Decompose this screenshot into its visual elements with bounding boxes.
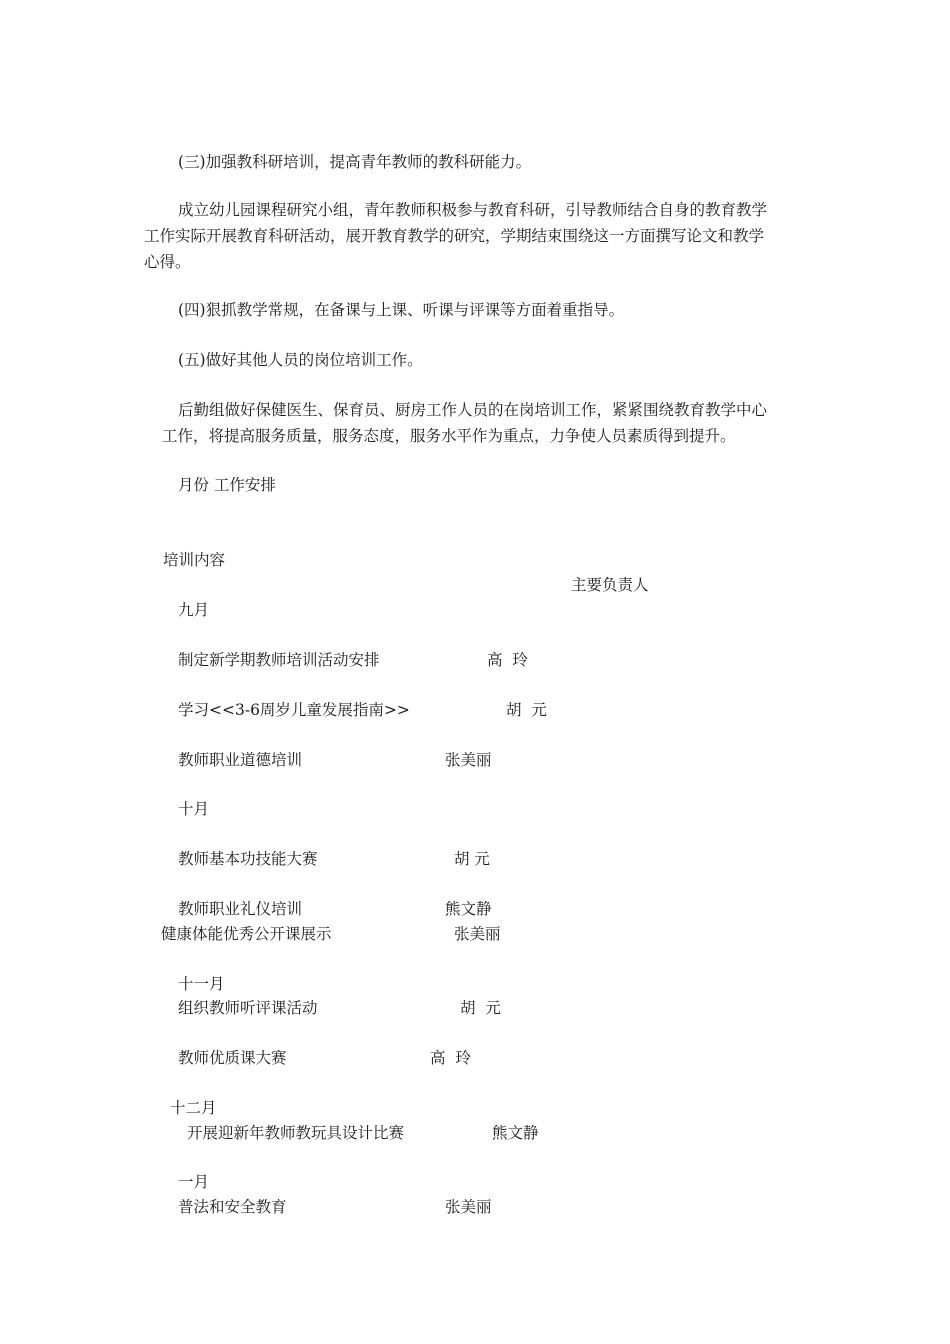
month-label: 九月 xyxy=(178,601,210,619)
row-content: 教师职业礼仪培训 xyxy=(178,900,303,918)
schedule-header-month: 月份 工作安排 xyxy=(178,476,276,494)
row-person: 张美丽 xyxy=(454,925,501,943)
row-content: 教师职业道德培训 xyxy=(178,751,303,769)
row-content: 普法和安全教育 xyxy=(178,1198,287,1216)
row-content: 教师基本功技能大赛 xyxy=(178,850,318,868)
row-person: 胡 元 xyxy=(460,999,501,1017)
row-content: 教师优质课大赛 xyxy=(178,1049,287,1067)
section-3-body xyxy=(144,197,767,275)
month-label: 一月 xyxy=(178,1173,210,1191)
section-5-body-line: 后勤组做好保健医生、保育员、厨房工作人员的在岗培训工作，紧紧围绕教育教学中心 xyxy=(178,401,768,419)
row-person: 胡 元 xyxy=(454,850,490,868)
section-5-body-line: 工作，将提高服务质量，服务态度，服务水平作为重点，力争使人员素质得到提升。 xyxy=(162,427,736,445)
row-content: 开展迎新年教师教玩具设计比赛 xyxy=(187,1124,405,1142)
row-content: 组织教师听评课活动 xyxy=(178,999,318,1017)
section-3-heading: (三)加强教科研培训，提高青年教师的教科研能力。 xyxy=(178,153,532,171)
row-content: 健康体能优秀公开课展示 xyxy=(161,925,332,943)
row-content: 制定新学期教师培训活动安排 xyxy=(178,651,380,669)
row-person: 张美丽 xyxy=(445,1198,492,1216)
row-person: 高 玲 xyxy=(487,651,528,669)
row-person: 胡 元 xyxy=(506,701,547,719)
month-label: 十一月 xyxy=(178,975,225,993)
section-3-body-line: 工作实际开展教育科研活动，展开教育教学的研究，学期结束围绕这一方面撰写论文和教学 xyxy=(144,227,765,245)
row-person: 熊文静 xyxy=(492,1124,539,1142)
row-person: 高 玲 xyxy=(430,1049,471,1067)
month-label: 十二月 xyxy=(170,1099,217,1117)
section-3-body-line: 成立幼儿园课程研究小组，青年教师积极参与教育科研，引导教师结合自身的教育教学 xyxy=(178,201,768,219)
row-person: 熊文静 xyxy=(445,900,492,918)
month-label: 十月 xyxy=(178,800,210,818)
schedule-header-person: 主要负责人 xyxy=(571,576,649,594)
section-5-heading: (五)做好其他人员的岗位培训工作。 xyxy=(178,351,423,369)
section-5-body xyxy=(162,397,767,449)
section-4-heading: (四)狠抓教学常规，在备课与上课、听课与评课等方面着重指导。 xyxy=(178,301,625,319)
row-person: 张美丽 xyxy=(445,751,492,769)
row-content: 学习<<3-6周岁儿童发展指南>> xyxy=(178,701,410,719)
section-3-body-line: 心得。 xyxy=(144,253,191,271)
schedule-header-content: 培训内容 xyxy=(163,551,226,569)
